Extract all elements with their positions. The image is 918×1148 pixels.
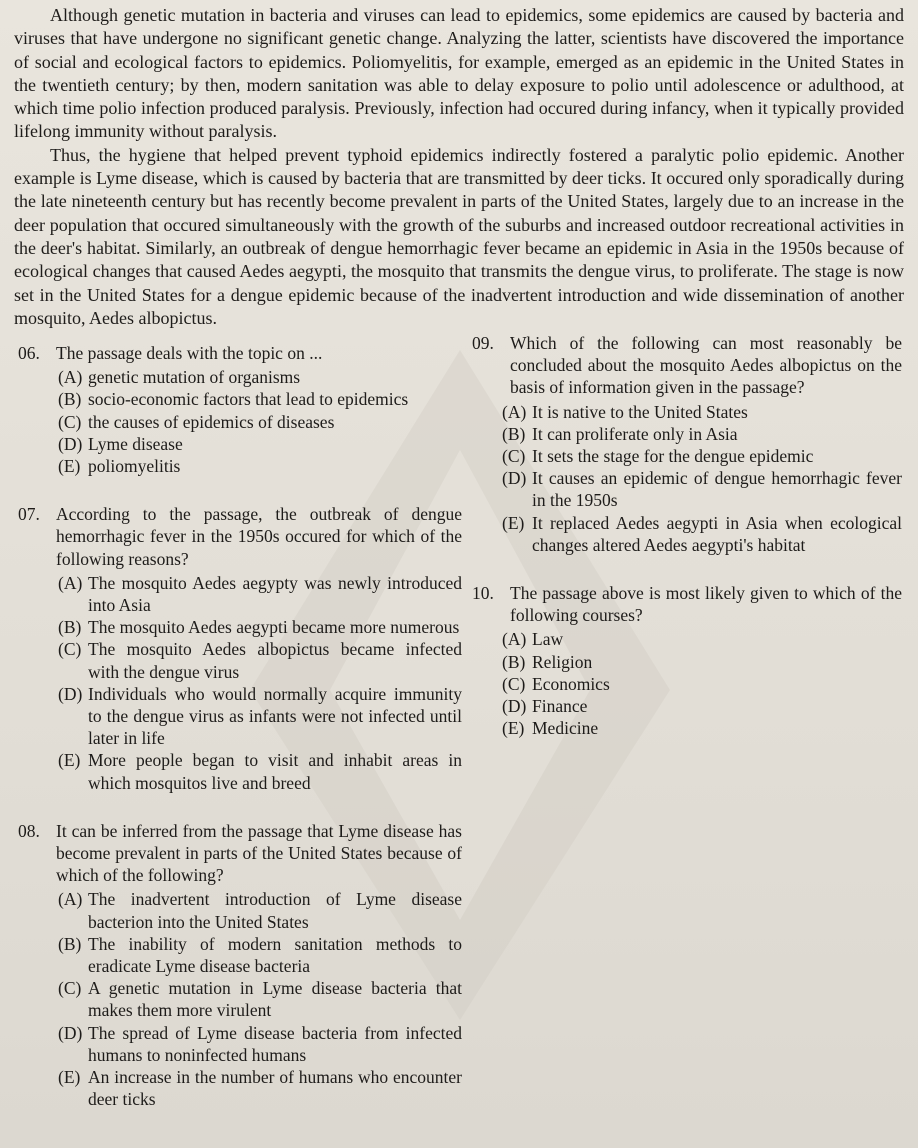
- answer-option[interactable]: [18, 683, 462, 750]
- question-number: 07.: [18, 504, 40, 525]
- option-text: It replaced Aedes aegypti in Asia when ecological changes altered Aedes aegypti's habitat: [532, 512, 902, 555]
- answer-option[interactable]: [18, 1022, 462, 1066]
- option-text: genetic mutation of organisms: [88, 367, 301, 388]
- option-letter: (C): [502, 446, 526, 467]
- answer-option[interactable]: [472, 673, 902, 695]
- option-letter: (A): [502, 401, 527, 422]
- question-10: [472, 582, 902, 739]
- question-stem: It can be inferred from the passage that Lyme disease has become prevalent in parts of the United States because of which of the following?: [56, 820, 462, 886]
- option-text: The inability of modern sanitation methods to eradicate Lyme disease bacteria: [88, 933, 462, 977]
- option-letter: (C): [58, 639, 82, 660]
- option-text: It is native to the United States: [532, 401, 748, 422]
- answer-option[interactable]: [472, 467, 902, 511]
- option-letter: (D): [58, 433, 83, 454]
- option-letter: (B): [502, 423, 526, 444]
- option-letter: (B): [502, 651, 526, 672]
- questions-right-column: [472, 332, 902, 765]
- option-text: More people began to visit and inhabit areas in which mosquitos live and breed: [88, 750, 462, 793]
- answer-option[interactable]: [18, 366, 462, 388]
- answer-option[interactable]: [18, 455, 462, 477]
- question-08: [18, 820, 462, 1111]
- option-text: It can proliferate only in Asia: [532, 423, 738, 444]
- option-letter: (C): [502, 673, 526, 694]
- answer-option[interactable]: [472, 628, 902, 650]
- option-text: The spread of Lyme disease bacteria from infected humans to noninfected humans: [88, 1022, 462, 1065]
- answer-option[interactable]: [472, 445, 902, 467]
- option-letter: (E): [502, 512, 525, 533]
- option-text: It causes an epidemic of dengue hemorrhagic fever in the 1950s: [532, 468, 902, 511]
- answer-option[interactable]: [18, 749, 462, 793]
- question-number: 09.: [472, 333, 494, 353]
- answer-option[interactable]: [472, 423, 902, 445]
- option-letter: (E): [58, 1067, 81, 1088]
- option-letter: (D): [502, 696, 527, 717]
- question-stem: The passage above is most likely given to which of the following courses?: [510, 583, 902, 626]
- answer-option[interactable]: [472, 651, 902, 673]
- option-letter: (C): [58, 411, 82, 432]
- answer-option[interactable]: [18, 616, 462, 638]
- option-text: poliomyelitis: [88, 456, 181, 477]
- option-text: Lyme disease: [88, 433, 183, 454]
- option-text: It sets the stage for the dengue epidemic: [532, 446, 814, 467]
- option-letter: (A): [58, 367, 83, 388]
- option-letter: (E): [502, 718, 525, 739]
- option-letter: (B): [58, 933, 82, 954]
- question-number: 08.: [18, 820, 40, 841]
- question-number: 10.: [472, 583, 494, 604]
- option-text: A genetic mutation in Lyme disease bacteria that makes them more virulent: [88, 978, 462, 1021]
- questions-left-column: [18, 342, 462, 1137]
- answer-option[interactable]: [18, 638, 462, 682]
- option-text: The mosquito Aedes aegypti became more numerous: [88, 617, 460, 638]
- reading-passage: [14, 4, 904, 330]
- question-number: 06.: [18, 343, 40, 363]
- answer-option[interactable]: [18, 388, 462, 410]
- option-letter: (A): [58, 572, 83, 593]
- passage-paragraph: Although genetic mutation in bacteria and viruses can lead to epidemics, some epidemics are caused by bacteria and viruses that have undergone no significant genetic change. Analyzing the latter, scientists have discovered the importance of social and ecological factors to epidemics. Poliomyelitis, for example, emerged as an epidemic in the United States in the twentieth century; by then, modern sanitation was able to delay exposure to polio until adolescence or adulthood, at which time polio infection produced paralysis. Previously, infection had occured during infancy, when it typically provided lifelong immunity without paralysis.: [14, 5, 904, 142]
- option-text: Religion: [532, 651, 593, 672]
- option-text: Law: [532, 629, 564, 650]
- option-text: Individuals who would normally acquire immunity to the dengue virus as infants were not infected until later in life: [88, 683, 462, 749]
- option-text: the causes of epidemics of diseases: [88, 411, 335, 432]
- option-text: An increase in the number of humans who encounter deer ticks: [88, 1067, 462, 1110]
- option-letter: (D): [58, 683, 83, 704]
- question-stem: The passage deals with the topic on ...: [56, 343, 323, 363]
- option-letter: (E): [58, 456, 81, 477]
- answer-option[interactable]: [472, 512, 902, 556]
- option-letter: (A): [502, 629, 527, 650]
- question-stem: According to the passage, the outbreak of dengue hemorrhagic fever in the 1950s occured for which of the following reasons?: [56, 504, 462, 569]
- question-06: [18, 342, 462, 477]
- answer-option[interactable]: [472, 717, 902, 739]
- question-09: [472, 332, 902, 556]
- option-letter: (B): [58, 389, 82, 410]
- question-07: [18, 503, 462, 794]
- answer-option[interactable]: [18, 1066, 462, 1110]
- passage-paragraph: Thus, the hygiene that helped prevent typhoid epidemics indirectly fostered a paralytic polio epidemic. Another example is Lyme disease, which is caused by bacteria that are transmitted by deer ticks. It occured only sporadically during the late nineteenth century but has recently become prevalent in parts of the United States, largely due to an increase in the deer population that occured simultaneously with the growth of the suburbs and increased outdoor recreational activities in the deer's habitat. Similarly, an outbreak of dengue hemorrhagic fever became an epidemic in Asia in the 1950s because of ecological changes that caused Aedes aegypti, the mosquito that transmits the dengue virus, to proliferate. The stage is now set in the United States for a dengue epidemic because of the inadvertent introduction and wide dissemination of another mosquito, Aedes albopictus.: [14, 144, 904, 328]
- answer-option[interactable]: [472, 401, 902, 423]
- option-letter: (E): [58, 750, 81, 771]
- option-text: Medicine: [532, 718, 599, 739]
- answer-option[interactable]: [18, 572, 462, 616]
- answer-option[interactable]: [18, 433, 462, 455]
- option-text: The mosquito Aedes albopictus became infected with the dengue virus: [88, 639, 462, 682]
- option-letter: (B): [58, 617, 82, 638]
- option-text: The mosquito Aedes aegypty was newly introduced into Asia: [88, 572, 462, 616]
- answer-option[interactable]: [18, 977, 462, 1021]
- answer-option[interactable]: [18, 411, 462, 433]
- answer-option[interactable]: [18, 888, 462, 932]
- answer-option[interactable]: [18, 933, 462, 977]
- option-letter: (D): [502, 468, 527, 489]
- answer-option[interactable]: [472, 695, 902, 717]
- option-letter: (C): [58, 978, 82, 999]
- option-text: Finance: [532, 696, 588, 717]
- option-letter: (A): [58, 889, 83, 910]
- question-stem: Which of the following can most reasonably be concluded about the mosquito Aedes albopictus on the basis of information given in the passage?: [510, 333, 902, 398]
- option-text: socio-economic factors that lead to epidemics: [88, 389, 409, 410]
- option-text: Economics: [532, 673, 610, 694]
- option-text: The inadvertent introduction of Lyme disease bacterion into the United States: [88, 889, 462, 932]
- option-letter: (D): [58, 1022, 83, 1043]
